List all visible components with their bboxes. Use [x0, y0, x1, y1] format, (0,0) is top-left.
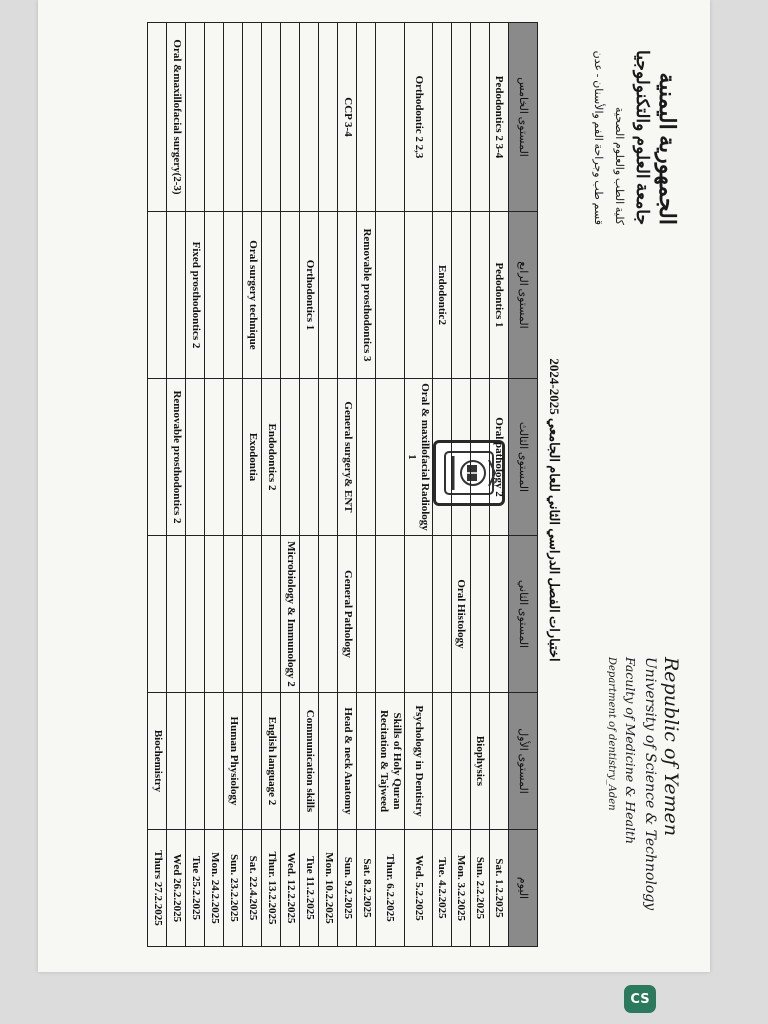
table-row [404, 23, 432, 947]
level-3-cell [186, 379, 205, 536]
level-1-cell [243, 693, 262, 830]
level-3-cell: Exodontia [243, 379, 262, 536]
header-level-1: المستوى الأول [509, 693, 538, 830]
table-row [319, 23, 338, 947]
level-5-cell [452, 23, 471, 212]
table-row [471, 23, 490, 947]
table-row [148, 23, 167, 947]
level-1-cell: Skills of Holy Quran Recitation & Tajweed [376, 693, 404, 830]
level-1-cell: Communication skills [300, 693, 319, 830]
day-cell: Sun. 9.2.2025 [338, 830, 357, 947]
level-2-cell: Microbiology & Immunology 2 [281, 536, 300, 693]
level-5-cell [376, 23, 404, 212]
level-5-cell [433, 23, 452, 212]
level-4-cell [376, 212, 404, 379]
level-2-cell [205, 536, 224, 693]
table-row [357, 23, 376, 947]
level-4-cell [338, 212, 357, 379]
table-row [167, 23, 186, 947]
table-row [262, 23, 281, 947]
level-3-cell [357, 379, 376, 536]
level-5-cell [300, 23, 319, 212]
camscanner-badge [624, 985, 656, 1013]
level-4-cell [404, 212, 432, 379]
level-5-cell: CCP 3-4 [338, 23, 357, 212]
level-4-cell [262, 212, 281, 379]
table-row [338, 23, 357, 947]
level-1-cell [186, 693, 205, 830]
level-1-cell [167, 693, 186, 830]
level-3-cell [300, 379, 319, 536]
level-2-cell [262, 536, 281, 693]
level-5-cell [471, 23, 490, 212]
day-cell: Sun. 23.2.2025 [224, 830, 243, 947]
arabic-header-line2: جامعة العلوم والتكنولوجيا [633, 50, 652, 225]
table-row [376, 23, 404, 947]
level-4-cell: Orthodontics 1 [300, 212, 319, 379]
level-3-cell [433, 379, 452, 536]
level-5-cell [186, 23, 205, 212]
level-4-cell: Endodontic2 [433, 212, 452, 379]
english-header-line4: Department of dentistry_Aden [606, 657, 617, 811]
day-cell: Tue 11.2.2025 [300, 830, 319, 947]
level-3-cell: Oral pathology 2 [490, 379, 509, 536]
table-row [205, 23, 224, 947]
level-5-cell [148, 23, 167, 212]
table-row [224, 23, 243, 947]
table-body [148, 23, 509, 947]
level-3-cell: Oral & maxillofacial Radiology 1 [404, 379, 432, 536]
table-header-row [509, 23, 538, 947]
day-cell: Sun. 2.2.2025 [471, 830, 490, 947]
level-3-cell [205, 379, 224, 536]
table-row [186, 23, 205, 947]
table-row [452, 23, 471, 947]
day-cell: Thur. 6.2.2025 [376, 830, 404, 947]
level-2-cell [319, 536, 338, 693]
arabic-header-line3: كلية الطب والعلوم الصحية [613, 106, 625, 225]
level-2-cell: General Pathology [338, 536, 357, 693]
level-4-cell: Oral surgery technique [243, 212, 262, 379]
level-1-cell [433, 693, 452, 830]
level-1-cell [281, 693, 300, 830]
day-cell: Thur. 13.2.2025 [262, 830, 281, 947]
level-2-cell [471, 536, 490, 693]
english-header-line3: Faculty of Medicine & Health [623, 657, 638, 845]
english-header-line1: Republic of Yemen [660, 657, 682, 837]
level-2-cell [357, 536, 376, 693]
page-title [546, 250, 562, 770]
day-cell: Mon. 10.2.2025 [319, 830, 338, 947]
level-4-cell: Pedodontics 1 [490, 212, 509, 379]
header-day: اليوم [509, 830, 538, 947]
english-header-line2: University of Science & Technology [642, 657, 658, 911]
day-cell: Wed. 5.2.2025 [404, 830, 432, 947]
level-1-cell: English language 2 [262, 693, 281, 830]
level-4-cell [319, 212, 338, 379]
level-1-cell [205, 693, 224, 830]
day-cell: Sat. 22.4.2025 [243, 830, 262, 947]
level-4-cell [148, 212, 167, 379]
level-5-cell: Orthodontic 2 2,3 [404, 23, 432, 212]
header-level-2: المستوى الثاني [509, 536, 538, 693]
day-cell: Sat. 8.2.2025 [357, 830, 376, 947]
day-cell: Mon. 24.2.2025 [205, 830, 224, 947]
level-5-cell [205, 23, 224, 212]
document-page [38, 0, 710, 972]
level-2-cell [224, 536, 243, 693]
level-3-cell [148, 379, 167, 536]
table-row [433, 23, 452, 947]
day-cell: Wed 26.2.2025 [167, 830, 186, 947]
camscanner-badge-label: CS [630, 991, 650, 1007]
level-1-cell: Psychology in Dentistry [404, 693, 432, 830]
level-3-cell [376, 379, 404, 536]
level-2-cell [376, 536, 404, 693]
level-3-cell [319, 379, 338, 536]
level-4-cell [471, 212, 490, 379]
level-5-cell [281, 23, 300, 212]
english-header [606, 657, 682, 917]
header-level-3: المستوى الثالث [509, 379, 538, 536]
level-4-cell: Removable prosthodontics 3 [357, 212, 376, 379]
level-1-cell: Biophysics [471, 693, 490, 830]
day-cell: Wed. 12.2.2025 [281, 830, 300, 947]
level-2-cell [300, 536, 319, 693]
header-level-4: المستوى الرابع [509, 212, 538, 379]
title-text: اختبارات الفصل الدراسي الثاني للعام الجامعي [547, 418, 562, 662]
level-2-cell: Oral Histology [452, 536, 471, 693]
level-4-cell [167, 212, 186, 379]
level-2-cell [243, 536, 262, 693]
rotated-content [38, 0, 710, 972]
level-1-cell: Head & neck Anatomy [338, 693, 357, 830]
title-year: 2025-2024 [547, 358, 562, 415]
day-cell: Tue. 4.2.2025 [433, 830, 452, 947]
table-row [490, 23, 509, 947]
table-row [300, 23, 319, 947]
level-4-cell [205, 212, 224, 379]
level-3-cell: Endodontics 2 [262, 379, 281, 536]
exam-schedule-table [147, 22, 538, 947]
level-1-cell [357, 693, 376, 830]
level-2-cell [186, 536, 205, 693]
level-5-cell [357, 23, 376, 212]
level-5-cell [243, 23, 262, 212]
level-4-cell: Fixed prosthodontics 2 [186, 212, 205, 379]
level-3-cell [452, 379, 471, 536]
level-1-cell: Biochemistry [148, 693, 167, 830]
level-5-cell [319, 23, 338, 212]
level-2-cell [148, 536, 167, 693]
arabic-header [592, 25, 680, 225]
level-5-cell [262, 23, 281, 212]
day-cell: Tue 25.2.2025 [186, 830, 205, 947]
header-level-5: المستوى الخامس [509, 23, 538, 212]
level-1-cell: Human Physiology [224, 693, 243, 830]
level-5-cell [224, 23, 243, 212]
level-1-cell [452, 693, 471, 830]
level-2-cell [404, 536, 432, 693]
level-5-cell: Oral &maxillofacial surgery(2-3) [167, 23, 186, 212]
level-2-cell [490, 536, 509, 693]
day-cell: Sat. 1.2.2025 [490, 830, 509, 947]
level-1-cell [490, 693, 509, 830]
level-5-cell: Pedodontics 2 3-4 [490, 23, 509, 212]
table-row [281, 23, 300, 947]
level-3-cell: General surgery& ENT [338, 379, 357, 536]
level-4-cell [281, 212, 300, 379]
level-4-cell [452, 212, 471, 379]
level-3-cell [281, 379, 300, 536]
arabic-header-line1: الجمهورية اليمنية [655, 72, 680, 225]
level-3-cell: Removable prosthodontics 2 [167, 379, 186, 536]
level-1-cell [319, 693, 338, 830]
table-row [243, 23, 262, 947]
level-3-cell [224, 379, 243, 536]
level-2-cell [167, 536, 186, 693]
arabic-header-line4: قسم طب وجراحة الفم والأسنان - عدن [592, 50, 604, 225]
level-4-cell [224, 212, 243, 379]
level-2-cell [433, 536, 452, 693]
day-cell: Thurs 27.2.2025 [148, 830, 167, 947]
day-cell: Mon. 3.2.2025 [452, 830, 471, 947]
level-3-cell [471, 379, 490, 536]
